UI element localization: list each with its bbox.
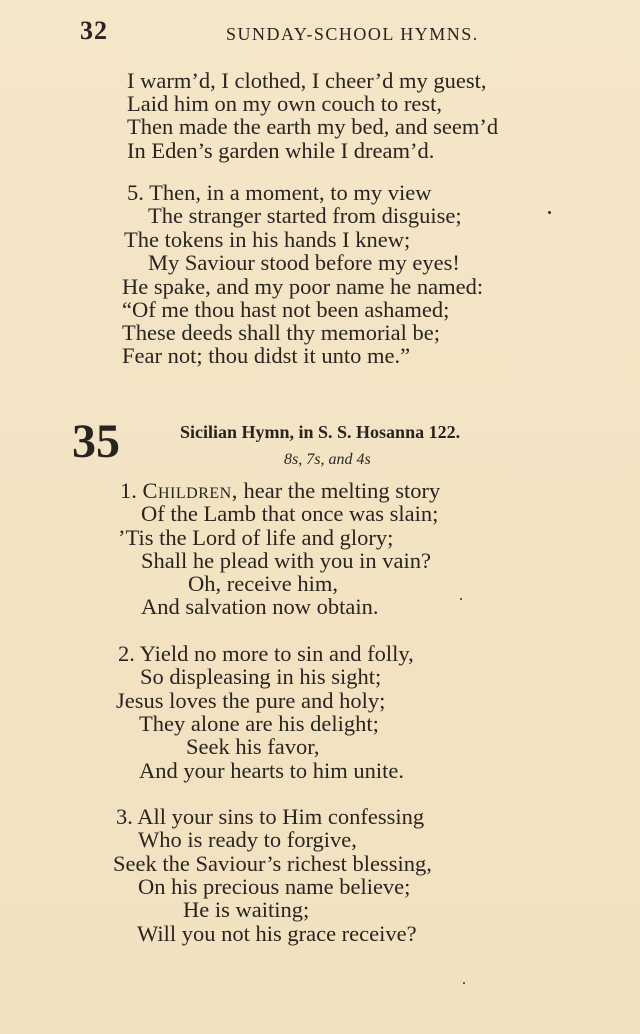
verse-line: He spake, and my poor name he named: [122,274,484,299]
verse-line: And salvation now obtain. [141,594,379,619]
first-word: Children, [142,478,238,503]
verse-line: Will you not his grace receive? [137,921,417,946]
verse-line [120,480,440,503]
verse-line: Who is ready to forgive, [138,827,357,852]
verse-line: He is waiting; [183,897,310,922]
verse-line: So displeasing in his sight; [140,664,382,689]
stanza-number: 1. [120,478,137,503]
print-speck [548,211,551,214]
verse-line: 3. All your sins to Him confessing [116,804,425,829]
verse-line: Laid him on my own couch to rest, [127,91,442,116]
verse-line: 2. Yield no more to sin and folly, [118,641,414,666]
verse-line: On his precious name believe; [138,874,411,899]
page-number: 32 [80,16,108,45]
verse-line: Shall he plead with you in vain? [141,548,431,573]
verse-line: My Saviour stood before my eyes! [148,250,460,275]
verse-line: These deeds shall thy memorial be; [122,320,441,345]
verse-line: Seek the Saviour’s richest blessing, [113,851,432,876]
running-head: SUNDAY-SCHOOL HYMNS. [226,24,479,44]
verse-line: Fear not; thou didst it unto me.” [122,343,411,368]
verse-line: And your hearts to him unite. [139,758,404,783]
verse-line: I warm’d, I clothed, I cheer’d my guest, [127,68,487,93]
tune-reference: Sicilian Hymn, in S. S. Hosanna 122. [180,422,461,442]
hymn-number: 35 [72,415,120,468]
verse-line-rest: hear the melting story [237,478,441,503]
verse-line: The stranger started from disguise; [148,203,462,228]
verse-line: Of the Lamb that once was slain; [141,501,439,526]
verse-line: “Of me thou hast not been ashamed; [122,297,450,322]
verse-line: The tokens in his hands I knew; [124,227,411,252]
verse-line: Seek his favor, [186,734,320,759]
verse-line: 5. Then, in a moment, to my view [127,180,432,205]
verse-line: They alone are his delight; [139,711,379,736]
print-speck [463,982,465,984]
print-speck [460,598,462,600]
verse-line: Then made the earth my bed, and seem’d [127,114,499,139]
verse-line: ’Tis the Lord of life and glory; [118,525,394,550]
verse-line: Oh, receive him, [188,571,338,596]
verse-line: Jesus loves the pure and holy; [116,688,386,713]
meter: 8s, 7s, and 4s [284,451,371,468]
verse-line: In Eden’s garden while I dream’d. [127,138,435,163]
